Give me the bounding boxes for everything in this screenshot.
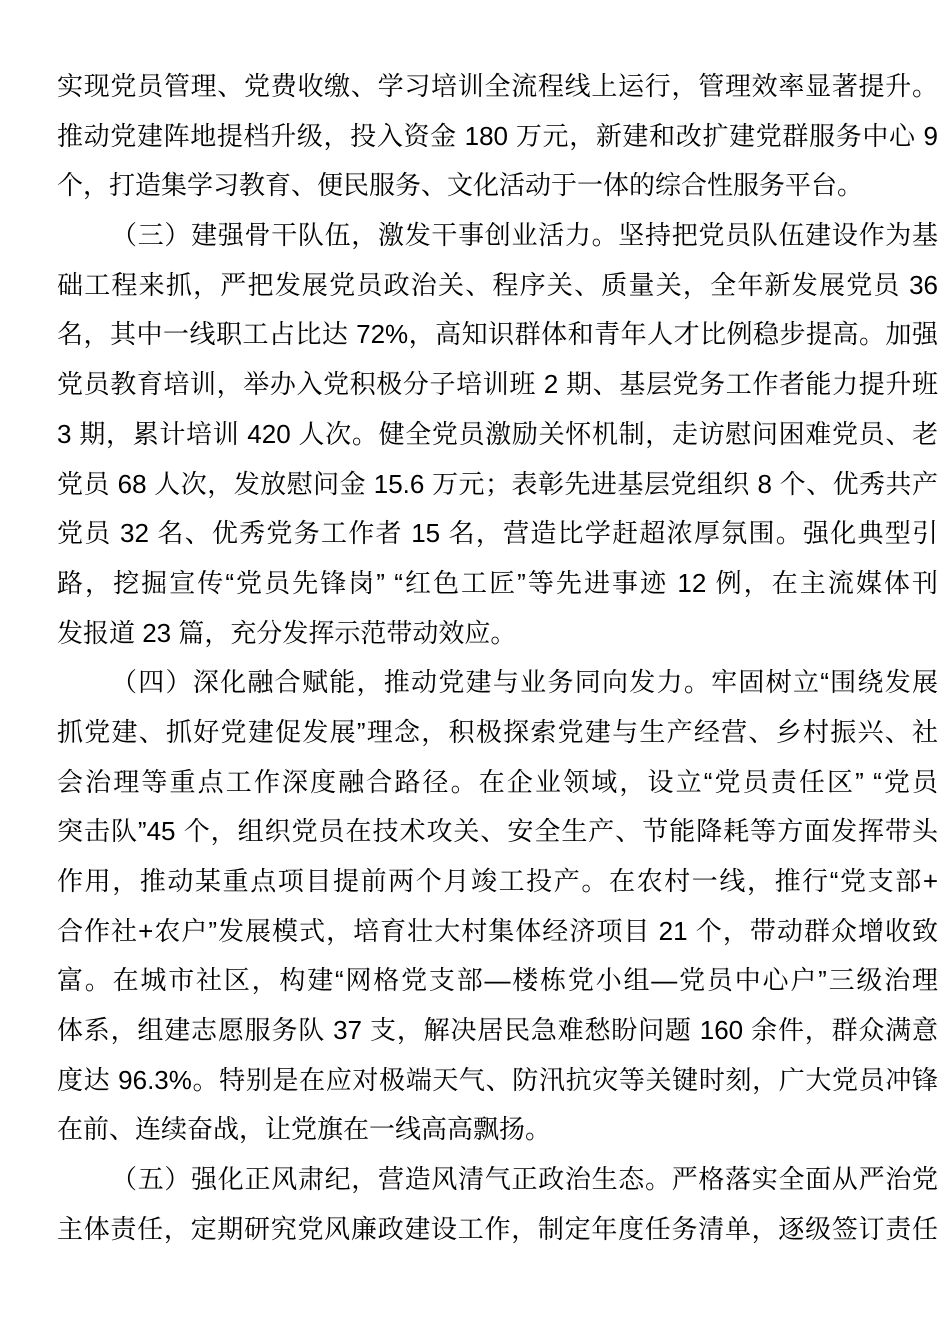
text-line: 合作社+农户”发展模式，培育壮大村集体经济项目 21 个，带动群众增收致 <box>57 915 938 946</box>
text-line: 础工程来抓，严把发展党员政治关、程序关、质量关，全年新发展党员 36 <box>57 269 938 300</box>
text-line: 党员 32 名、优秀党务工作者 15 名，营造比学赶超浓厚氛围。强化典型引 <box>57 518 938 549</box>
text-line: 抓党建、抓好党建促发展”理念，积极探索党建与生产经营、乡村振兴、社 <box>57 716 938 747</box>
text-line: 突击队”45 个，组织党员在技术攻关、安全生产、节能降耗等方面发挥带头 <box>57 816 938 847</box>
text-line: 名，其中一线职工占比达 72%，高知识群体和青年人才比例稳步提高。加强 <box>57 319 938 350</box>
text-line: 路，挖掘宣传“党员先锋岗” “红色工匠”等先进事迹 12 例，在主流媒体刊 <box>57 567 938 598</box>
paragraph-section-5-discipline <box>57 1155 938 1254</box>
text-line: （五）强化正风肃纪，营造风清气正政治生态。严格落实全面从严治党 <box>111 1164 938 1195</box>
text-line: 体系，组建志愿服务队 37 支，解决居民急难愁盼问题 160 余件，群众满意 <box>57 1015 938 1046</box>
text-line: 推动党建阵地提档升级，投入资金 180 万元，新建和改扩建党群服务中心 9 <box>57 120 938 151</box>
text-line: （四）深化融合赋能，推动党建与业务同向发力。牢固树立“围绕发展 <box>111 667 938 698</box>
text-line: 党员 68 人次，发放慰问金 15.6 万元；表彰先进基层党组织 8 个、优秀共产 <box>57 468 938 499</box>
text-line: 发报道 23 篇，充分发挥示范带动效应。 <box>57 617 517 648</box>
text-line: 在前、连续奋战，让党旗在一线高高飘扬。 <box>57 1114 552 1145</box>
text-line: （三）建强骨干队伍，激发干事创业活力。坚持把党员队伍建设作为基 <box>111 220 938 251</box>
document-content <box>57 62 938 1255</box>
text-line: 党员教育培训，举办入党积极分子培训班 2 期、基层党务工作者能力提升班 <box>57 369 938 400</box>
text-line: 作用，推动某重点项目提前两个月竣工投产。在农村一线，推行“党支部+ <box>57 866 938 896</box>
paragraph-section-3-team-building <box>57 211 938 658</box>
text-line: 度达 96.3%。特别是在应对极端天气、防汛抗灾等关键时刻，广大党员冲锋 <box>57 1064 938 1095</box>
text-line: 富。在城市社区，构建“网格党支部—楼栋党小组—党员中心户”三级治理 <box>57 965 938 996</box>
text-line: 3 期，累计培训 420 人次。健全党员激励关怀机制，走访慰问困难党员、老 <box>57 418 938 449</box>
text-line: 个，打造集学习教育、便民服务、文化活动于一体的综合性服务平台。 <box>57 170 864 201</box>
paragraph-section-4-integration <box>57 658 938 1155</box>
paragraph-continuation-digital-party-building <box>57 62 938 211</box>
text-line: 会治理等重点工作深度融合路径。在企业领域，设立“党员责任区” “党员 <box>57 766 938 797</box>
text-line: 实现党员管理、党费收缴、学习培训全流程线上运行，管理效率显著提升。 <box>57 71 938 101</box>
text-line: 主体责任，定期研究党风廉政建设工作，制定年度任务清单，逐级签订责任 <box>57 1213 938 1244</box>
